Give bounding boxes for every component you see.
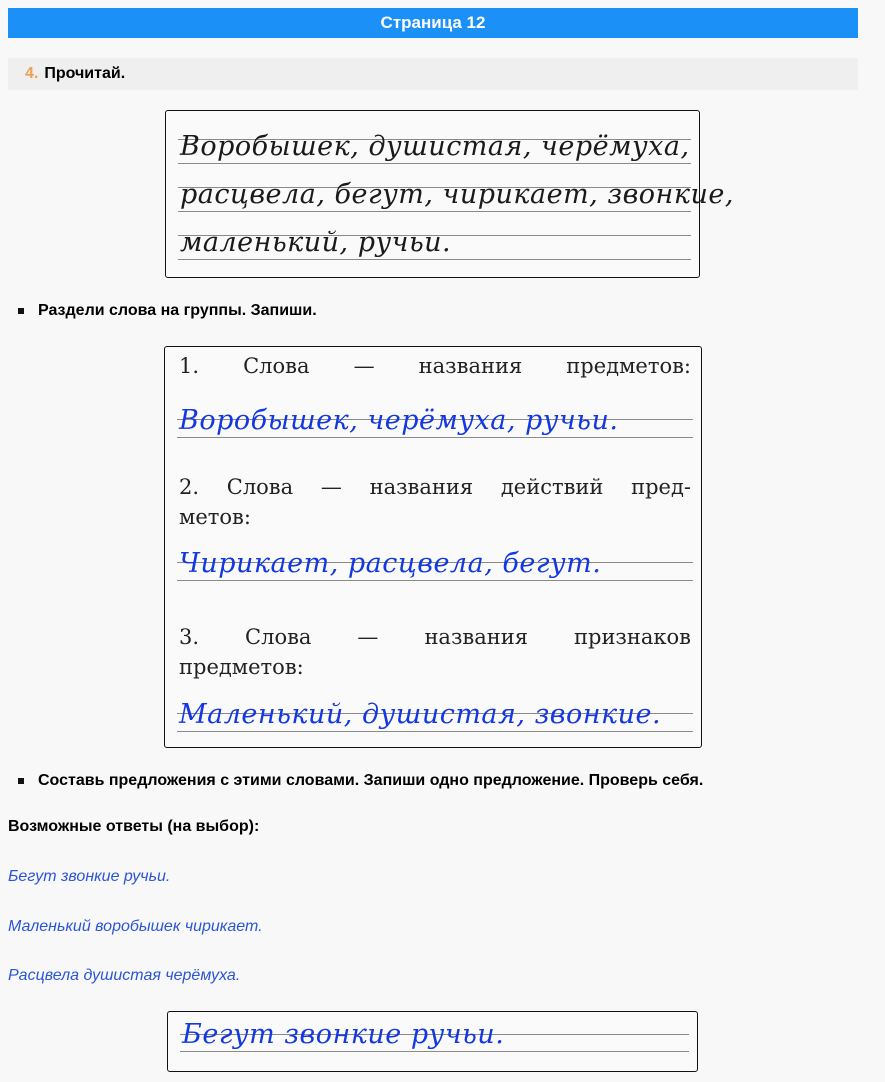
group-label: 3. Слова — названия признаков предметов: xyxy=(179,625,691,679)
group-label: 2. Слова — названия действий пред- метов: xyxy=(179,475,691,529)
handwritten-line: маленький, ручьи. xyxy=(180,227,452,258)
ruled-row xyxy=(177,699,693,731)
ruled-row xyxy=(180,1019,689,1051)
ruled-row xyxy=(177,405,693,437)
ruled-row xyxy=(177,548,693,580)
handwritten-line: расцвела, бегут, чирикает, звонкие, xyxy=(180,179,734,210)
ruled-row xyxy=(178,131,691,164)
handwritten-answer: Бегут звонкие ручьи. xyxy=(182,1019,505,1050)
task-number: 4. xyxy=(25,65,39,82)
bullet-icon xyxy=(18,308,24,314)
handwritten-answer: Чирикает, расцвела, бегут. xyxy=(179,548,602,579)
answers-heading: Возможные ответы (на выбор): xyxy=(8,818,260,835)
answer-option: Бегут звонкие ручьи. xyxy=(8,868,171,885)
task-heading xyxy=(8,58,858,90)
handwritten-line: Воробышек, душистая, черёмуха, xyxy=(180,131,690,162)
handwritten-answer: Воробышек, черёмуха, ручьи. xyxy=(179,405,619,436)
task-title: Прочитай. xyxy=(44,65,126,82)
instruction-text: Раздели слова на группы. Запиши. xyxy=(38,302,317,319)
ruled-row xyxy=(178,179,734,212)
instruction-text: Составь предложения с этими словами. Запиши одно предложение. Проверь себя. xyxy=(38,772,704,789)
instruction-item xyxy=(18,302,317,320)
reading-card-image xyxy=(165,110,734,278)
groups-card-image xyxy=(164,346,702,748)
instruction-item xyxy=(18,772,703,790)
answer-option: Расцвела душистая черёмуха. xyxy=(8,967,241,984)
ruled-row xyxy=(178,227,691,260)
final-answer-card-image xyxy=(167,1011,698,1072)
bullet-icon xyxy=(18,778,24,784)
group-label: 1. Слова — названия предметов: xyxy=(179,354,691,378)
handwritten-answer: Маленький, душистая, звонкие. xyxy=(179,699,662,730)
page-title: Страница 12 xyxy=(380,13,486,32)
answer-option: Маленький воробышек чирикает. xyxy=(8,918,263,935)
page-header xyxy=(8,8,858,38)
